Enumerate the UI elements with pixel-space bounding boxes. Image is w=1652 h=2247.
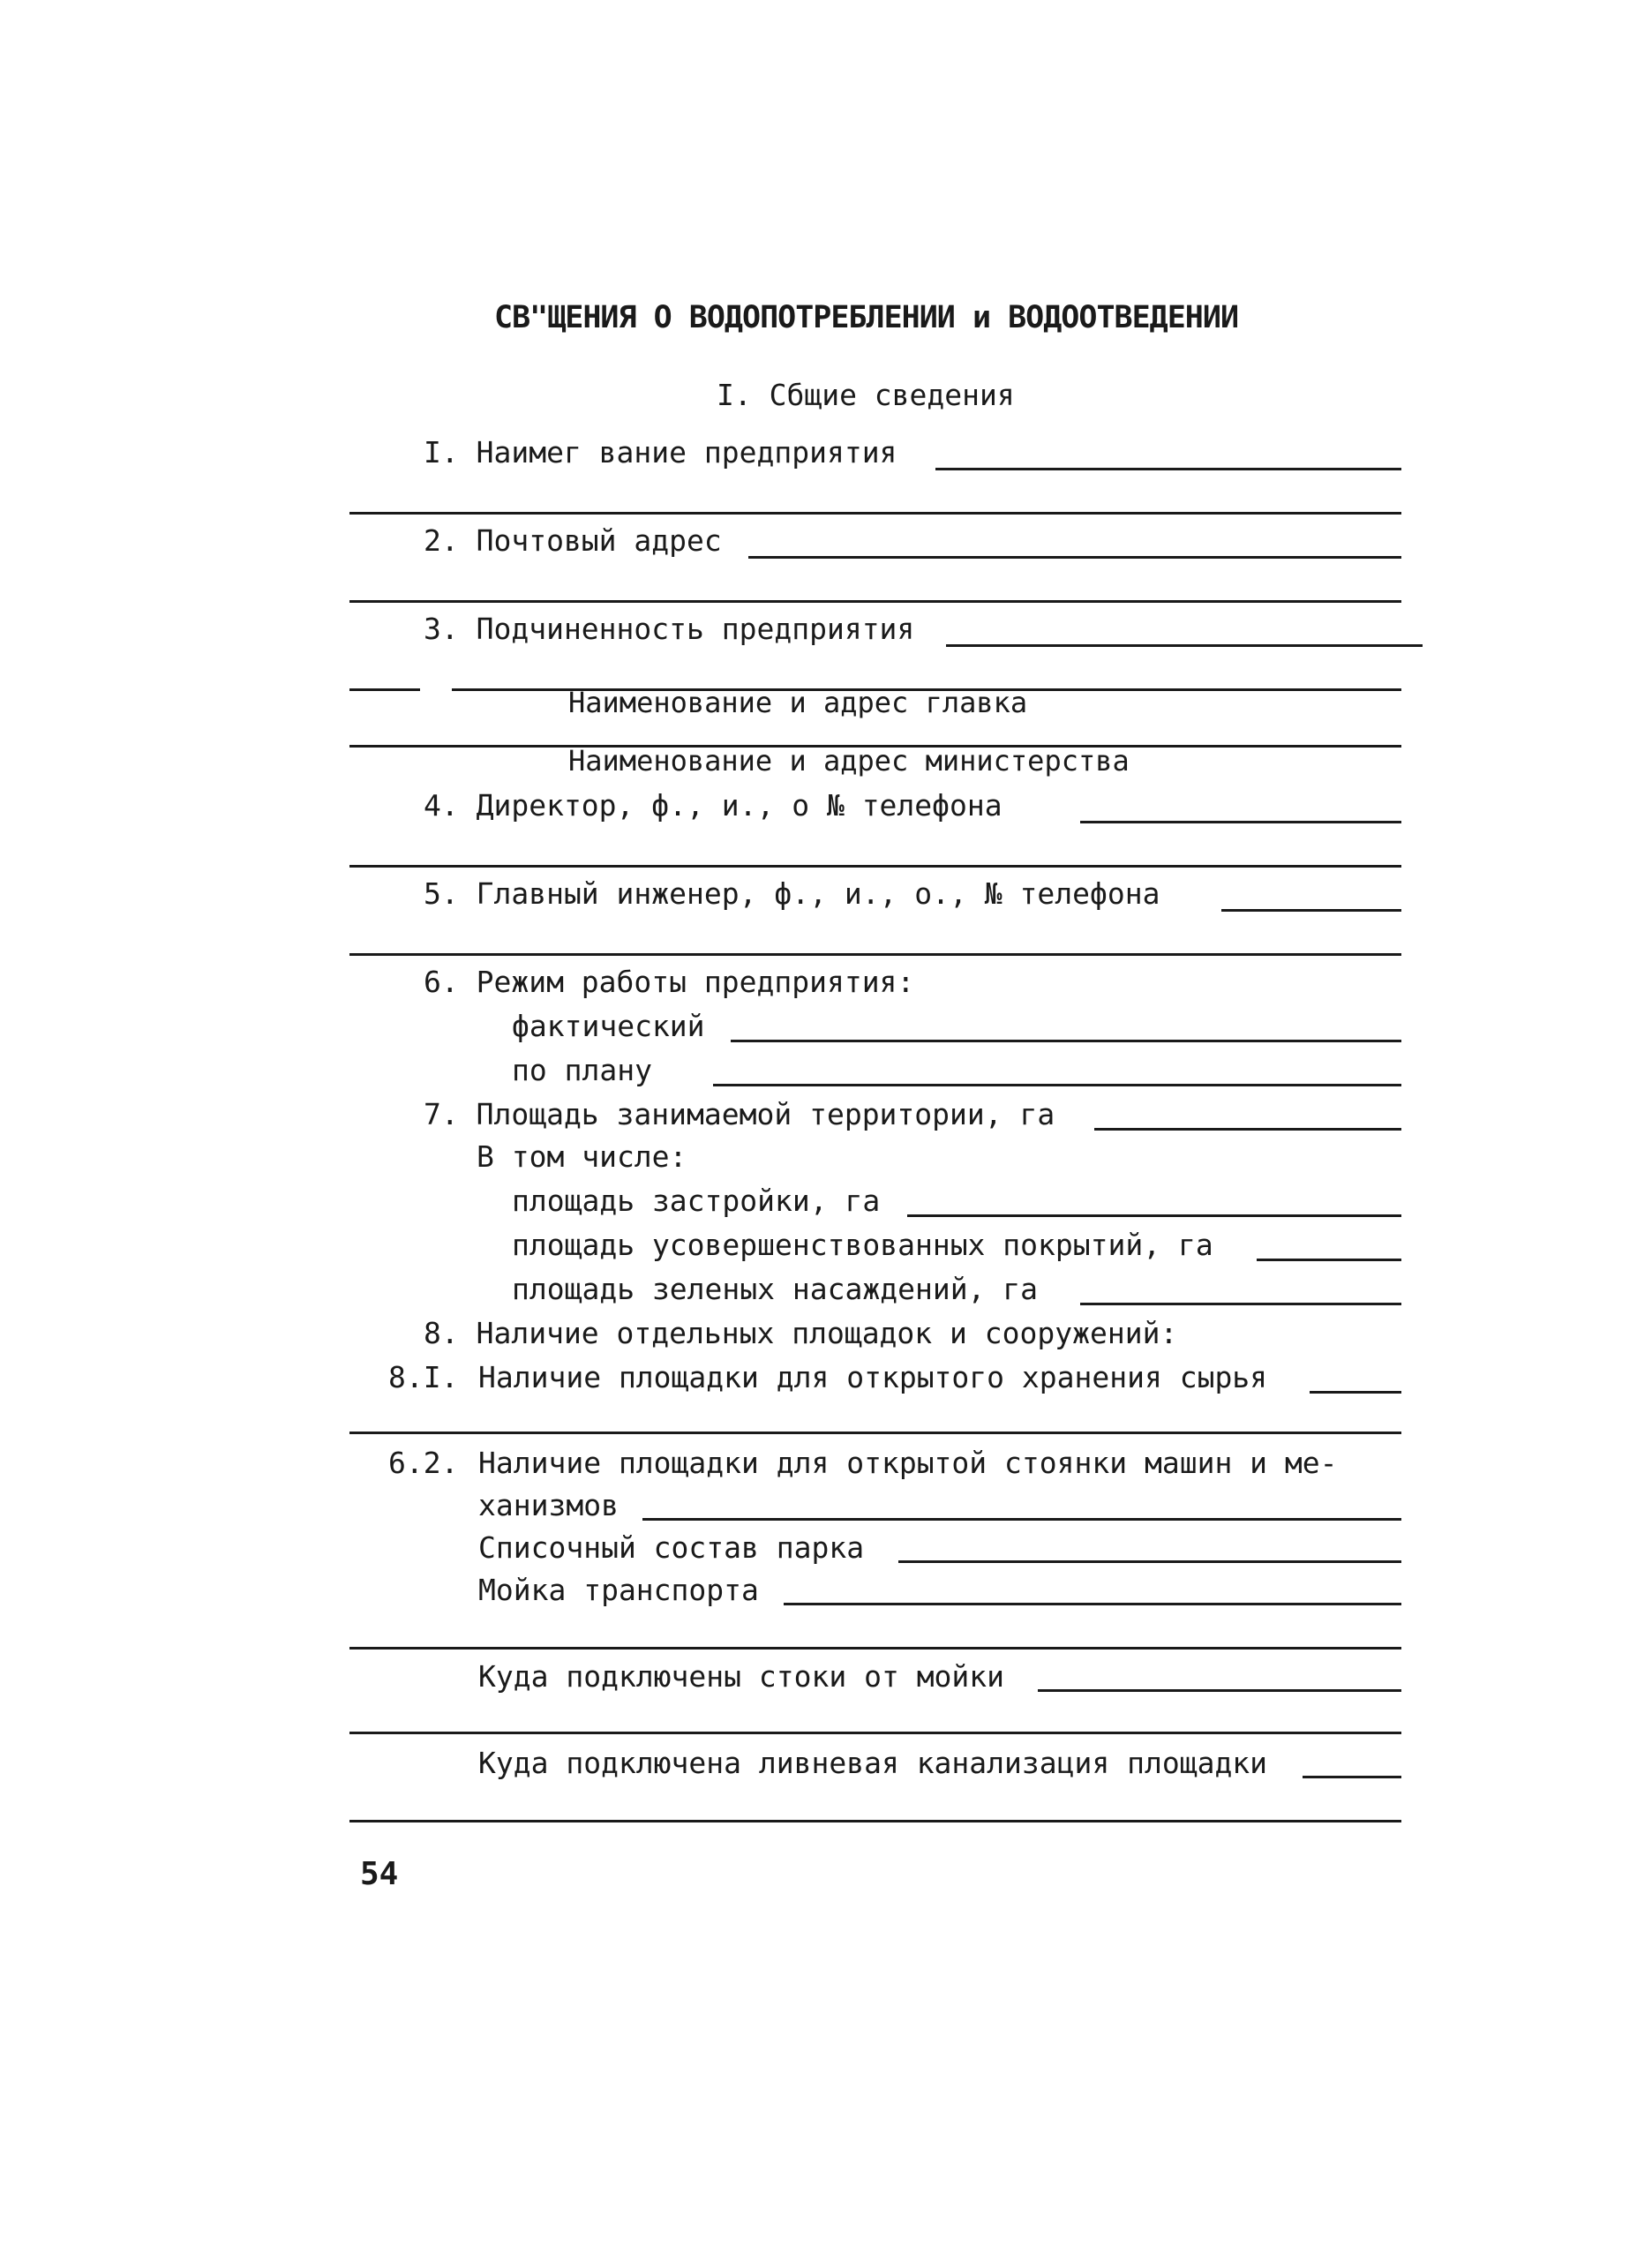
- document-title: СВ"ЩЕНИЯ О ВОДОПОТРЕБЛЕНИИ и ВОДООТВЕДЕНИИ: [494, 300, 1239, 335]
- item-1-label: I. Наимег вание предприятия: [424, 435, 897, 470]
- glavk-line-left: [349, 688, 420, 691]
- glavk-caption: Наименование и адрес главка: [568, 686, 1028, 719]
- item-2-label: 2. Почтовый адрес: [424, 523, 722, 558]
- item-6-plan-line: [713, 1084, 1401, 1086]
- page-number: 54: [360, 1856, 399, 1892]
- item-4-fill-line: [1080, 821, 1401, 823]
- item-7-label: 7. Площадь занимаемой территории, га: [424, 1097, 1055, 1131]
- item-8-2-label: Наличие площадки для открытой стоянки машин и ме-: [478, 1446, 1338, 1480]
- item-4-label: 4. Директор, ф., и., о № телефона: [424, 788, 1002, 823]
- section-title: I. Сбщие сведения: [717, 378, 1015, 412]
- wash-line: [784, 1603, 1401, 1605]
- item-8-2-fill-line: [642, 1518, 1401, 1521]
- item-6-label: 6. Режим работы предприятия:: [424, 965, 915, 999]
- wash-drain-line: [1038, 1689, 1401, 1692]
- item-1-continuation-line: [349, 512, 1401, 515]
- item-7c-line: [1080, 1303, 1401, 1305]
- item-6-actual-label: фактический: [512, 1009, 705, 1043]
- item-8-label: 8. Наличие отдельных площадок и сооружений:: [424, 1316, 1178, 1350]
- item-7c-label: площадь зеленых насаждений, га: [512, 1272, 1039, 1306]
- ministry-caption: Наименование и адрес министерства: [568, 744, 1130, 778]
- item-7-fill-line: [1094, 1128, 1401, 1131]
- park-line: [898, 1560, 1401, 1563]
- park-label: Списочный состав парка: [478, 1530, 865, 1565]
- wash-drain-label: Куда подключены стоки от мойки: [478, 1659, 1005, 1694]
- item-8-1-label: Наличие площадки для открытого хранения сырья: [478, 1360, 1268, 1394]
- item-7b-label: площадь усовершенствованных покрытий, га: [512, 1228, 1213, 1262]
- wash-label: Мойка транспорта: [478, 1573, 759, 1607]
- item-8-1-continuation-line: [349, 1432, 1401, 1434]
- item-8-2-label-cont: ханизмов: [478, 1488, 619, 1522]
- item-7a-label: площадь застройки, га: [512, 1184, 881, 1218]
- item-7-including: В том числе:: [477, 1139, 687, 1174]
- item-8-1-fill-line: [1310, 1391, 1401, 1394]
- item-8-1-number: 8.I.: [388, 1360, 459, 1394]
- item-8-2-number: 6.2.: [388, 1446, 459, 1480]
- item-5-label: 5. Главный инженер, ф., и., о., № телефона: [424, 876, 1160, 911]
- item-3-label: 3. Подчиненность предприятия: [424, 612, 915, 646]
- storm-drain-continuation-line: [349, 1820, 1401, 1822]
- item-2-fill-line: [748, 556, 1401, 559]
- item-2-continuation-line: [349, 600, 1401, 603]
- item-6-plan-label: по плану: [512, 1053, 652, 1087]
- item-1-fill-line: [935, 468, 1401, 470]
- wash-drain-continuation-line: [349, 1732, 1401, 1734]
- item-5-continuation-line: [349, 953, 1401, 956]
- storm-drain-line: [1303, 1776, 1401, 1778]
- item-7a-line: [907, 1214, 1401, 1217]
- item-3-fill-line: [946, 644, 1423, 647]
- item-4-continuation-line: [349, 865, 1401, 868]
- item-5-fill-line: [1221, 909, 1401, 912]
- item-7b-line: [1257, 1259, 1401, 1261]
- item-6-actual-line: [731, 1040, 1401, 1042]
- wash-continuation-line: [349, 1647, 1401, 1650]
- storm-drain-label: Куда подключена ливневая канализация площадки: [478, 1746, 1268, 1780]
